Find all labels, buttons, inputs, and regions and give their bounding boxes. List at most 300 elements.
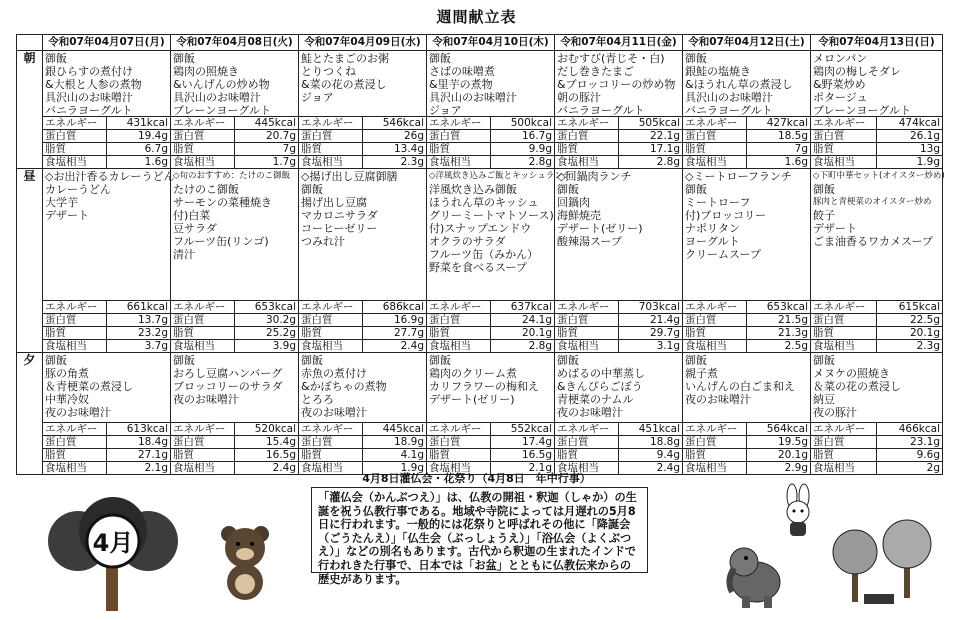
nutrition-value-protein: 20.7g [235,130,299,143]
nutrition-value-fat: 27.1g [107,449,171,462]
nutrition-value-protein: 18.8g [619,436,683,449]
nutrition-value-protein: 21.5g [747,314,811,327]
nutrition-label-protein: 蛋白質 [299,436,363,449]
dish-item: 銀ひらすの煮付け [45,65,133,78]
dish-list-dinner [43,353,170,422]
nutrition-label-protein: 蛋白質 [299,130,363,143]
nutrition-value-fat: 7g [747,143,811,156]
dish-item: デザート(ゼリー) [429,393,515,406]
dish-item: &きんぴらごぼう [557,380,643,393]
nutrition-value-protein: 16.9g [363,314,427,327]
dish-item: とろろ [301,393,334,406]
dish-list-dinner [299,353,426,422]
dish-item: さばの味噌煮 [429,65,495,78]
dish-item: だし巻きたまご [557,65,634,78]
nutrition-label-fat: 脂質 [811,327,877,340]
dish-item: &ブロッコリーの炒め物 [557,78,676,91]
date-header: 令和07年04月10日(木) [427,35,555,51]
nutrition-value-fat: 17.1g [619,143,683,156]
nutrition-label-salt: 食塩相当 [171,462,235,475]
dish-item: &ほうれん草の煮浸し [685,78,793,91]
nutrition-table [683,301,810,352]
date-header: 令和07年04月12日(土) [683,35,811,51]
nutrition-table [683,117,810,168]
elephant-icon [718,540,788,612]
nutrition-label-salt: 食塩相当 [299,462,363,475]
meal-label-lunch: 昼 [17,169,43,353]
nutrition-value-fat: 13.4g [363,143,427,156]
nutrition-label-protein: 蛋白質 [811,314,877,327]
dish-list-breakfast [43,51,170,116]
month-badge: 4月 [92,529,134,557]
nutrition-label-protein: 蛋白質 [427,130,491,143]
dish-item: 親子煮 [685,367,718,380]
dish-list-breakfast [171,51,298,116]
date-header: 令和07年04月08日(火) [171,35,299,51]
nutrition-table [427,117,554,168]
nutrition-label-salt: 食塩相当 [683,156,747,169]
nutrition-value-fat: 4.1g [363,449,427,462]
nutrition-value-salt: 2.1g [107,462,171,475]
dish-item: 揚げ出し豆腐 [301,196,367,209]
nutrition-value-protein: 26g [363,130,427,143]
nutrition-table [427,423,554,474]
dish-item: バニラヨーグルト [685,104,773,117]
nutrition-value-energy: 427kcal [747,117,811,130]
dish-item: サーモンの菜種焼き [173,196,272,209]
dish-item: ナポリタン [685,222,740,235]
dish-list-lunch [427,169,572,300]
nutrition-value-salt: 2.3g [363,156,427,169]
dish-item: 御飯 [45,52,67,65]
dish-item: 御飯 [173,354,195,367]
nutrition-table [427,301,554,352]
nutrition-label-fat: 脂質 [43,449,107,462]
dish-list-dinner [811,353,942,422]
dish-item: 具沢山のお味噌汁 [685,91,773,104]
dish-item: 朝の豚汁 [557,91,601,104]
nutrition-table [555,301,682,352]
nutrition-value-salt: 2.4g [235,462,299,475]
dish-list-dinner [555,353,682,422]
dish-item: &里芋の煮物 [429,78,493,91]
dish-item: 夜の豚汁 [813,406,857,419]
dish-item: めばるの中華蒸し [557,367,645,380]
nutrition-label-protein: 蛋白質 [811,130,877,143]
dish-item: とりつくね [301,65,356,78]
nutrition-table [299,117,426,168]
dish-item: 餃子 [813,209,835,222]
nutrition-value-energy: 520kcal [235,423,299,436]
dish-item: おろし豆腐ハンバーグ [173,367,283,380]
dish-item: 鮭とたまごのお粥 [301,52,389,65]
nutrition-label-fat: 脂質 [427,449,491,462]
nutrition-label-energy: エネルギー [429,301,482,313]
nutrition-value-fat: 16.5g [491,449,555,462]
dish-list-breakfast [427,51,554,116]
nutrition-label-fat: 脂質 [683,327,747,340]
dish-item: 夜のお味噌汁 [173,393,239,406]
nutrition-table [43,301,170,352]
dish-item: 夜のお味噌汁 [685,393,751,406]
dish-list-lunch [299,169,426,300]
event-description: 「灌仏会（かんぶつえ）」は、仏教の開祖・釈迦（しゃか）の生誕を祝う仏教行事である。地域や寺院によっては月遅れの5月8日に行われます。一般的には花祭りと呼ばれその他に「降誕会（ごうたんえ）」「仏生会（ぶっしょうえ）」「浴仏会（よくぶつえ）」などの別名もあります。古代から釈迦の生まれたインドで行われきた行事で、日本では「お盆」とともに仏教伝来からの歴史があります。 [311,487,648,573]
nutrition-value-fat: 13g [877,143,943,156]
nutrition-value-fat: 25.2g [235,327,299,340]
nutrition-value-salt: 2.4g [363,340,427,353]
nutrition-value-energy: 431kcal [107,117,171,130]
dish-item: 御飯 [173,52,195,65]
dish-item: オクラのサラダ [429,235,506,248]
nutrition-table [43,117,170,168]
nutrition-label-protein: 蛋白質 [555,314,619,327]
nutrition-value-salt: 1.9g [363,462,427,475]
dish-item: ◇旬のおすすめ：たけのこ御飯 [173,171,291,181]
dish-item: バニラヨーグルト [557,104,645,117]
nutrition-value-fat: 6.7g [107,143,171,156]
dish-item: いんげんの白ごま和え [685,380,795,393]
dish-item: ミートローフ [685,196,751,209]
nutrition-value-salt: 2.8g [491,340,555,353]
dish-list-lunch [811,169,945,300]
dish-item: 夜のお味噌汁 [45,406,111,419]
dish-item: グリーミートマトソース) [429,209,554,222]
nutrition-label-salt: 食塩相当 [171,156,235,169]
dish-item: 御飯 [685,52,707,65]
nutrition-value-salt: 2g [877,462,943,475]
dish-item: ジョア [301,91,334,104]
dish-item: 御飯 [429,52,451,65]
nutrition-label-salt: 食塩相当 [555,462,619,475]
nutrition-label-fat: 脂質 [811,449,877,462]
dish-item: ジョア [429,104,462,117]
nutrition-value-energy: 445kcal [235,117,299,130]
nutrition-label-protein: 蛋白質 [683,436,747,449]
dish-item: ごま油香るワカメスープ [813,235,933,248]
dish-item: 具沢山のお味噌汁 [429,91,517,104]
nutrition-value-energy: 474kcal [877,117,943,130]
dish-item: クリームスープ [685,248,761,261]
dish-item: 豆サラダ [173,222,217,235]
meal-label-dinner: 夕 [17,353,43,475]
date-header: 令和07年04月11日(金) [555,35,683,51]
nutrition-value-protein: 26.1g [877,130,943,143]
nutrition-label-fat: 脂質 [299,327,363,340]
dish-item: おむすび(青じそ・白) [557,52,665,65]
nutrition-table [811,423,942,474]
nutrition-label-energy: エネルギー [301,301,354,313]
nutrition-label-energy: エネルギー [557,423,610,435]
nutrition-value-energy: 500kcal [491,117,555,130]
nutrition-label-salt: 食塩相当 [811,462,877,475]
nutrition-label-salt: 食塩相当 [811,156,877,169]
dish-item: フルーツ缶(リンゴ) [173,235,269,248]
nutrition-value-fat: 20.1g [491,327,555,340]
nutrition-value-salt: 1.6g [107,156,171,169]
dish-item: 回鍋肉 [557,196,590,209]
dish-list-lunch [171,169,298,300]
nutrition-value-fat: 27.7g [363,327,427,340]
nutrition-table [811,117,942,168]
nutrition-label-energy: エネルギー [45,301,98,313]
nutrition-label-energy: エネルギー [45,117,98,129]
nutrition-label-protein: 蛋白質 [683,314,747,327]
dish-item: 海鮮焼売 [557,209,601,222]
nutrition-value-salt: 1.6g [747,156,811,169]
dish-item: 御飯 [685,183,707,196]
nutrition-label-fat: 脂質 [811,143,877,156]
dish-item: ◇洋風炊き込みご飯とキッシュランチ [429,171,572,181]
nutrition-label-protein: 蛋白質 [43,314,107,327]
dish-item: ＆菜の花の煮浸し [813,380,901,393]
nutrition-value-fat: 9.4g [619,449,683,462]
nutrition-value-protein: 18.5g [747,130,811,143]
nutrition-label-energy: エネルギー [685,423,738,435]
dish-item: バニラヨーグルト [45,104,133,117]
nutrition-value-protein: 19.4g [107,130,171,143]
trees-illustration [824,506,944,612]
nutrition-value-energy: 564kcal [747,423,811,436]
dish-item: 中華冷奴 [45,393,89,406]
dish-list-dinner [427,353,554,422]
nutrition-value-protein: 15.4g [235,436,299,449]
nutrition-table [171,301,298,352]
nutrition-value-energy: 637kcal [491,301,555,314]
nutrition-label-fat: 脂質 [171,449,235,462]
dish-item: ポタージュ [813,91,868,104]
nutrition-label-fat: 脂質 [43,327,107,340]
nutrition-value-energy: 451kcal [619,423,683,436]
nutrition-label-salt: 食塩相当 [43,462,107,475]
nutrition-value-fat: 16.5g [235,449,299,462]
rabbit-icon [768,484,828,542]
dish-item: 御飯 [557,354,579,367]
dish-item: 具沢山のお味噌汁 [173,91,261,104]
dish-item: ブレーンヨーグルト [813,104,912,117]
nutrition-value-salt: 3.1g [619,340,683,353]
dish-item: 野菜を食べるスープ [429,261,527,274]
date-header: 令和07年04月07日(月) [43,35,171,51]
nutrition-label-protein: 蛋白質 [683,130,747,143]
dish-list-dinner [683,353,810,422]
dish-item: &かぼちゃの煮物 [301,380,387,393]
nutrition-label-fat: 脂質 [171,143,235,156]
nutrition-value-salt: 2.4g [619,462,683,475]
nutrition-label-protein: 蛋白質 [811,436,877,449]
dish-item: 夜のお味噌汁 [301,406,367,419]
nutrition-label-energy: エネルギー [301,423,354,435]
nutrition-label-protein: 蛋白質 [299,314,363,327]
dish-item: 付)ブロッコリー [685,209,767,222]
nutrition-label-energy: エネルギー [45,423,98,435]
dish-item: たけのこ御飯 [173,183,239,196]
nutrition-table [299,423,426,474]
dish-item: 付)スナップエンドウ [429,222,532,235]
dish-item: 御飯 [685,354,707,367]
nutrition-label-fat: 脂質 [299,143,363,156]
dish-item: 御飯 [813,183,835,196]
nutrition-label-salt: 食塩相当 [555,156,619,169]
nutrition-label-salt: 食塩相当 [427,156,491,169]
dish-item: 御飯 [429,354,451,367]
nutrition-label-energy: エネルギー [685,117,738,129]
date-header: 令和07年04月09日(水) [299,35,427,51]
dish-item: 洋風炊き込み御飯 [429,183,517,196]
dish-item: 鶏肉のクリーム煮 [429,367,517,380]
nutrition-label-energy: エネルギー [813,301,866,313]
dish-list-lunch [555,169,682,300]
nutrition-label-fat: 脂質 [555,449,619,462]
nutrition-label-energy: エネルギー [813,117,866,129]
dish-list-breakfast [811,51,942,116]
nutrition-label-energy: エネルギー [429,423,482,435]
nutrition-label-energy: エネルギー [173,301,226,313]
nutrition-value-salt: 3.9g [235,340,299,353]
nutrition-label-protein: 蛋白質 [171,436,235,449]
nutrition-label-fat: 脂質 [299,449,363,462]
bear-icon [215,522,275,602]
nutrition-label-salt: 食塩相当 [171,340,235,353]
dish-item: ヨーグルト [685,235,740,248]
nutrition-value-energy: 661kcal [107,301,171,314]
dish-list-breakfast [299,51,426,116]
nutrition-label-salt: 食塩相当 [427,340,491,353]
nutrition-label-fat: 脂質 [427,327,491,340]
dish-item: &野菜炒め [813,78,866,91]
nutrition-value-protein: 17.4g [491,436,555,449]
dish-item: 酸辣湯スープ [557,235,622,248]
nutrition-label-salt: 食塩相当 [43,340,107,353]
dish-item: メヌケの照焼き [813,367,890,380]
dish-list-breakfast [683,51,810,116]
nutrition-label-protein: 蛋白質 [427,436,491,449]
page-title: 週間献立表 [436,8,517,26]
dish-item: 鶏肉の梅しそダレ [813,65,901,78]
nutrition-table [555,423,682,474]
nutrition-value-energy: 653kcal [235,301,299,314]
dish-item: 鶏肉の照焼き [173,65,239,78]
dish-item: カリフラワーの梅和え [429,380,539,393]
dish-item: ブロッコリーのサラダ [173,380,283,393]
dish-item: 銀鮭の塩焼き [685,65,751,78]
nutrition-label-protein: 蛋白質 [43,436,107,449]
dish-item: デザート(ゼリー) [557,222,643,235]
dish-item: ◇回鍋肉ランチ [557,170,632,183]
nutrition-label-energy: エネルギー [173,423,226,435]
weekly-menu-table [16,34,943,475]
dish-item: つみれ汁 [301,235,345,248]
dish-item: カレーうどん [45,183,111,196]
nutrition-value-energy: 613kcal [107,423,171,436]
nutrition-value-energy: 703kcal [619,301,683,314]
nutrition-value-protein: 22.5g [877,314,943,327]
nutrition-label-salt: 食塩相当 [555,340,619,353]
nutrition-table [171,117,298,168]
dish-item: ◇下町中華セット(オイスター炒め) [813,171,945,181]
nutrition-label-protein: 蛋白質 [171,130,235,143]
dish-item: 豚肉と青梗菜のオイスター炒め [813,197,932,207]
dish-item: &菜の花の煮浸し [301,78,387,91]
nutrition-label-fat: 脂質 [555,143,619,156]
dish-list-dinner [171,353,298,422]
nutrition-label-salt: 食塩相当 [299,340,363,353]
nutrition-label-salt: 食塩相当 [43,156,107,169]
nutrition-value-salt: 2.8g [619,156,683,169]
nutrition-label-protein: 蛋白質 [43,130,107,143]
nutrition-label-salt: 食塩相当 [683,340,747,353]
meal-label-breakfast: 朝 [17,51,43,169]
dish-item: 豚の角煮 [45,367,89,380]
nutrition-value-energy: 505kcal [619,117,683,130]
dish-item: 御飯 [301,354,323,367]
nutrition-value-protein: 30.2g [235,314,299,327]
nutrition-value-energy: 466kcal [877,423,943,436]
nutrition-value-salt: 2.9g [747,462,811,475]
nutrition-label-energy: エネルギー [685,301,738,313]
nutrition-label-salt: 食塩相当 [811,340,877,353]
nutrition-value-energy: 546kcal [363,117,427,130]
nutrition-label-protein: 蛋白質 [555,436,619,449]
nutrition-value-fat: 21.3g [747,327,811,340]
nutrition-value-protein: 24.1g [491,314,555,327]
nutrition-value-energy: 445kcal [363,423,427,436]
dish-item: &大根と人参の煮物 [45,78,142,91]
nutrition-value-energy: 552kcal [491,423,555,436]
nutrition-value-energy: 686kcal [363,301,427,314]
nutrition-value-salt: 2.8g [491,156,555,169]
nutrition-table [555,117,682,168]
dish-item: 御飯 [557,183,579,196]
dish-item: ◇ミートローフランチ [685,170,792,183]
nutrition-table [43,423,170,474]
nutrition-value-energy: 653kcal [747,301,811,314]
nutrition-value-salt: 2.3g [877,340,943,353]
nutrition-value-salt: 1.9g [877,156,943,169]
nutrition-label-fat: 脂質 [171,327,235,340]
dish-item: ほうれん草のキッシュ [429,196,539,209]
nutrition-label-salt: 食塩相当 [299,156,363,169]
dish-item: 青梗菜のナムル [557,393,634,406]
dish-item: フルーツ缶（みかん） [429,248,539,261]
dish-item: ＆青梗菜の煮浸し [45,380,133,393]
nutrition-table [299,301,426,352]
nutrition-label-protein: 蛋白質 [427,314,491,327]
nutrition-value-fat: 9.6g [877,449,943,462]
dish-item: 付)白菜 [173,209,211,222]
nutrition-value-protein: 23.1g [877,436,943,449]
nutrition-label-protein: 蛋白質 [171,314,235,327]
nutrition-label-fat: 脂質 [43,143,107,156]
nutrition-label-protein: 蛋白質 [555,130,619,143]
dish-item: &いんげんの炒め物 [173,78,270,91]
dish-item: ◇お出汁香るカレーうどん [45,170,175,183]
nutrition-label-energy: エネルギー [429,117,482,129]
nutrition-value-salt: 3.7g [107,340,171,353]
nutrition-label-fat: 脂質 [683,449,747,462]
nutrition-value-protein: 21.4g [619,314,683,327]
nutrition-value-protein: 22.1g [619,130,683,143]
dish-item: 御飯 [813,354,835,367]
nutrition-value-protein: 16.7g [491,130,555,143]
nutrition-table [811,301,942,352]
cherry-tree-badge-illustration [38,496,188,614]
dish-item: 夜のお味噌汁 [557,406,623,419]
nutrition-value-energy: 615kcal [877,301,943,314]
event-title: 4月8日灌仏会・花祭り（4月8日 年中行事） [362,472,591,485]
dish-list-lunch [43,169,175,300]
dish-item: デザート [45,209,89,222]
dish-item: 御飯 [301,183,323,196]
